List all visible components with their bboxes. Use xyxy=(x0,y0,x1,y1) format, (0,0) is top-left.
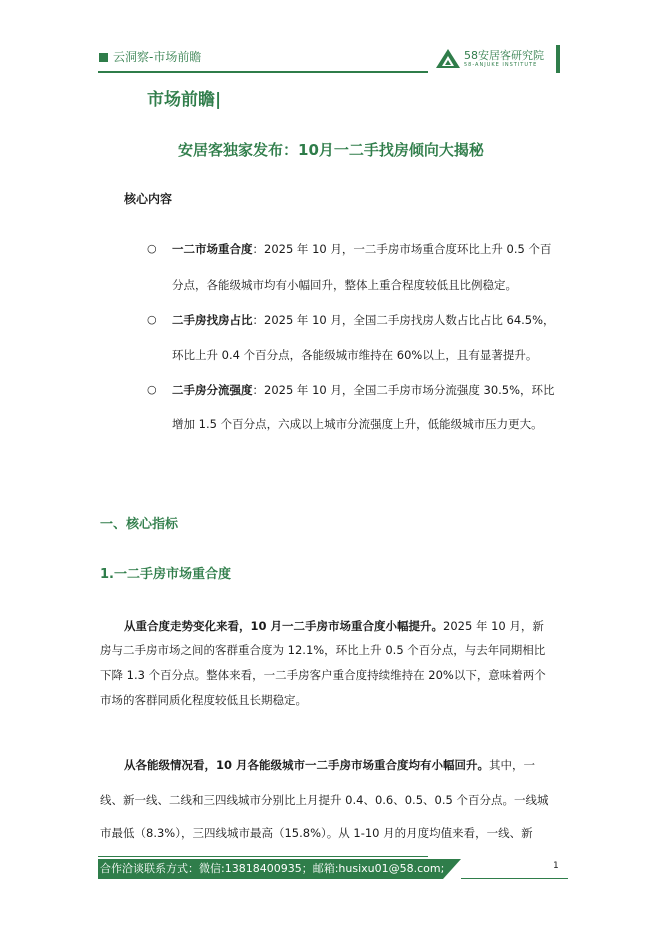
footer-band-edge xyxy=(443,859,461,879)
bullet-text: ：2025 年 10 月，全国二手房市场分流强度 30.5%，环比 xyxy=(252,383,555,397)
bullet-line xyxy=(172,312,555,328)
bullet-line: 环比上升 0.4 个百分点，各能级城市维持在 60%以上，且有显著提升。 xyxy=(172,348,538,362)
paragraph-line xyxy=(124,757,535,773)
bullet-circle-icon: ○ xyxy=(147,383,157,396)
section-tag: 市场前瞻| xyxy=(147,90,222,110)
paragraph-line: 房与二手房市场之间的客群重合度为 12.1%，环比上升 0.5 个百分点，与去年同期相比 xyxy=(100,643,546,657)
header-side-bar xyxy=(556,45,560,73)
paragraph-line: 市最低（8.3%），三四线城市最高（15.8%）。从 1-10 月的月度均值来看，一线、新 xyxy=(100,826,533,840)
paragraph-line: 市场的客群同质化程度较低且长期稳定。 xyxy=(100,693,307,707)
subsection-heading: 1.一二手房市场重合度 xyxy=(100,567,231,582)
bullet-line: 分点，各能级城市均有小幅回升，整体上重合程度较低且比例稳定。 xyxy=(172,278,517,292)
header-square-icon xyxy=(99,53,108,62)
footer-contact: 合作洽谈联系方式：微信:13818400935；邮箱:husixu01@58.com; xyxy=(100,862,445,875)
paragraph-lead: 从重合度走势变化来看，10 月一二手房市场重合度小幅提升。 xyxy=(124,619,444,633)
bullet-label: 二手房找房占比 xyxy=(172,313,253,327)
bullet-label: 一二市场重合度 xyxy=(172,242,253,256)
header-title: 云洞察-市场前瞻 xyxy=(113,50,202,64)
bullet-line: 增加 1.5 个百分点，六成以上城市分流强度上升，低能级城市压力更大。 xyxy=(172,417,543,431)
header-rule xyxy=(98,71,428,73)
logo-text: 58安居客研究院 xyxy=(464,49,544,62)
paragraph-text: 2025 年 10 月，新 xyxy=(443,619,544,633)
bullet-label: 二手房分流强度 xyxy=(172,383,253,397)
logo-subtext: 58-ANJUKE INSTITUTE xyxy=(464,62,538,68)
paragraph-text: 其中，一 xyxy=(489,758,536,772)
paragraph-lead: 从各能级情况看，10 月各能级城市一二手房市场重合度均有小幅回升。 xyxy=(124,758,490,772)
paragraph-line: 线、新一线、二线和三四线城市分别比上月提升 0.4、0.6、0.5、0.5 个百分点。一线城 xyxy=(100,793,549,807)
footer-thin-rule xyxy=(461,878,568,879)
footer-rule xyxy=(98,856,428,857)
bullet-circle-icon: ○ xyxy=(147,242,157,255)
page-number: 1 xyxy=(553,861,559,871)
section-heading: 一、核心指标 xyxy=(100,517,179,532)
bullet-circle-icon: ○ xyxy=(147,313,157,326)
core-content-heading: 核心内容 xyxy=(124,192,173,206)
bullet-text: ：2025 年 10 月，全国二手房找房人数占比占比 64.5%， xyxy=(252,313,555,327)
paragraph-line: 下降 1.3 个百分点。整体来看，一二手房客户重合度持续维持在 20%以下，意味着两个 xyxy=(100,668,546,682)
logo-house-icon xyxy=(435,48,461,70)
paragraph-line xyxy=(124,618,544,634)
bullet-line xyxy=(172,241,551,257)
bullet-text: ：2025 年 10 月，一二手房市场重合度环比上升 0.5 个百 xyxy=(252,242,552,256)
bullet-line xyxy=(172,382,555,398)
page-title: 安居客独家发布：10月一二手找房倾向大揭秘 xyxy=(178,141,484,159)
